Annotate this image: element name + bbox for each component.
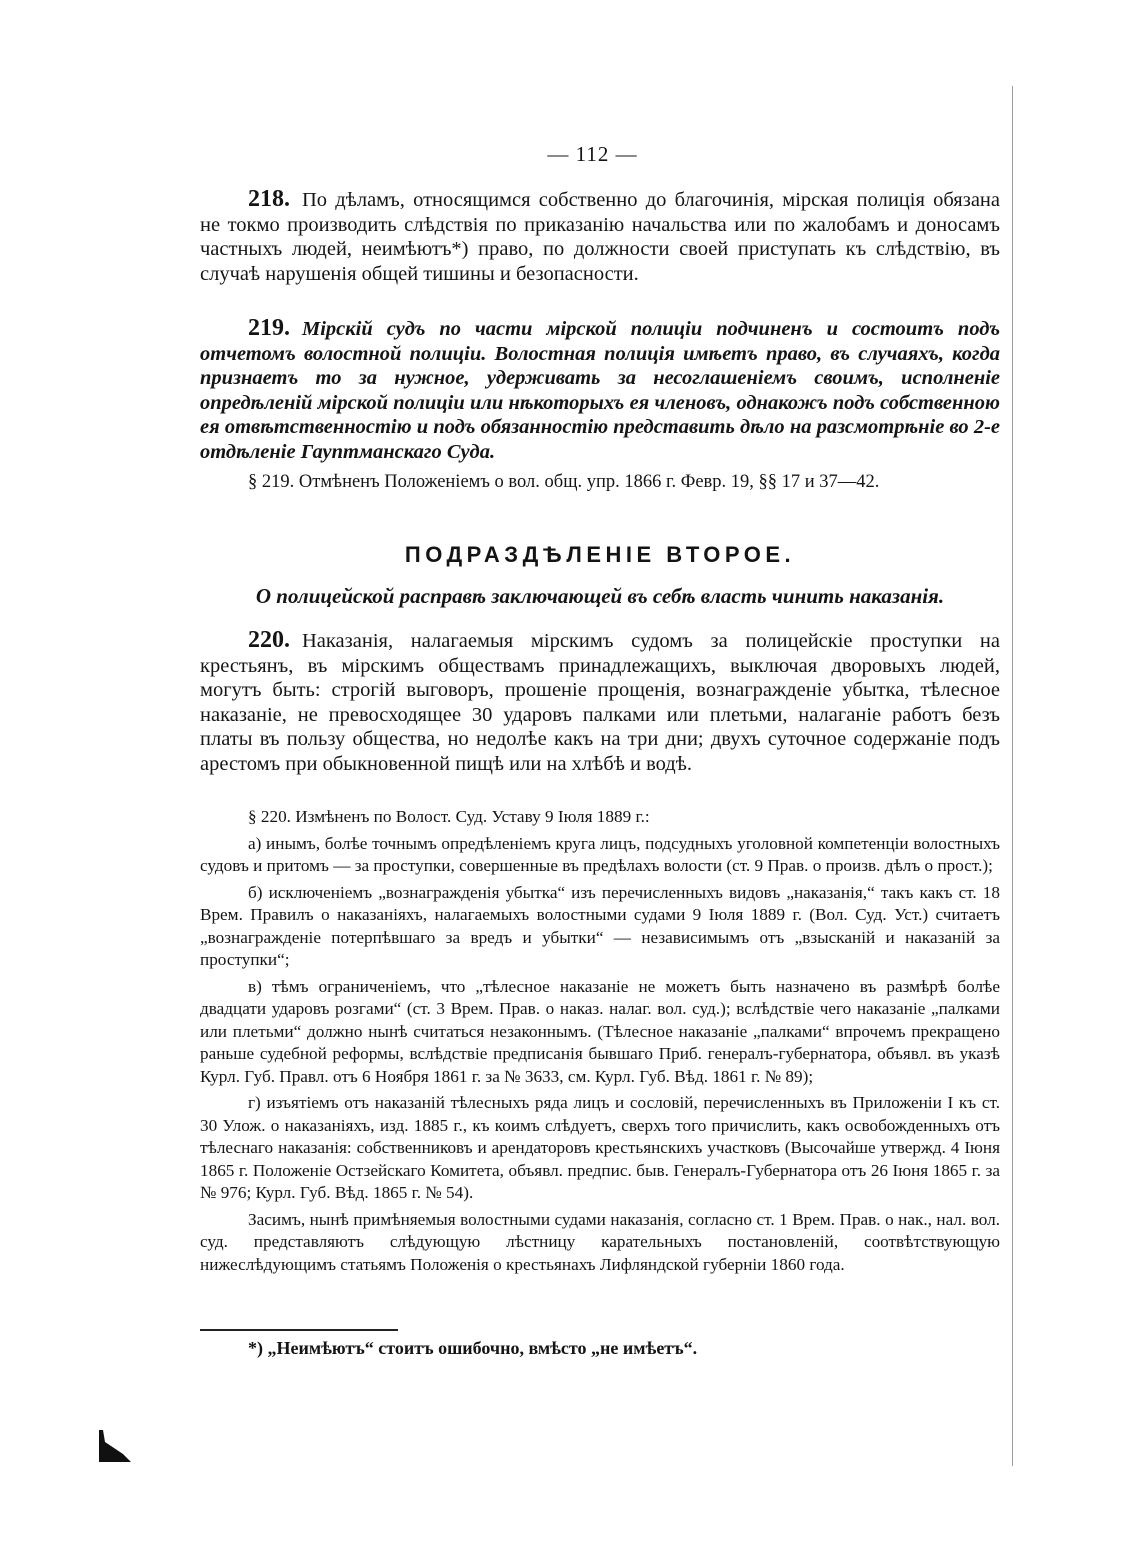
- page-number: — 112 —: [547, 142, 638, 166]
- note-heading: § 220. Измѣненъ по Волост. Суд. Уставу 9 Іюля 1889 г.:: [248, 807, 650, 826]
- page-edge-rule: [1012, 86, 1013, 1466]
- note-paragraph-b: б) исключеніемъ „вознагражденія убытка“ изъ перечисленныхъ видовъ „наказанія,“ такъ какъ ст. 18 Врем. Правилъ о наказаніяхъ, налагаемыхъ волостными судами 9 Іюля 1889 г. (Вол. Суд. Уст.) считаетъ „вознагражденіе потерпѣвшаго за вредъ и убытки“ — независимымъ отъ „взысканій и наказаній за проступки“;: [200, 882, 1000, 969]
- note-paragraph-v: в) тѣмъ ограниченіемъ, что „тѣлесное наказаніе не можетъ быть назначено въ размѣрѣ болѣе двадцати ударовъ розгами“ (ст. 3 Врем. Прав. о наказ. налаг. вол. суд.); вслѣдствіе чего наказаніе „палками или плетьми“ должно нынѣ считаться незаконнымъ. (Тѣлесное наказаніе „палками“ впрочемъ прекращено раньше судебной реформы, вслѣдствіе предписанія бывшаго Приб. генералъ-губернатора, объявл. въ указѣ Курл. Губ. Правл. отъ 6 Ноября 1861 г. за № 3633, см. Курл. Губ. Вѣд. 1861 г. № 89);: [200, 976, 1000, 1086]
- scan-corner-mark: [97, 1428, 133, 1464]
- section-title: ПОДРАЗДѢЛЕНІЕ ВТОРОЕ.: [404, 542, 796, 567]
- note-paragraph-conclusion: Засимъ, нынѣ примѣняемыя волостными судами наказанія, согласно ст. 1 Врем. Прав. о нак., нал. вол. суд. представляютъ слѣдующую лѣстницу карательныхъ постановленій, соотвѣтствующую нижеслѣдующимъ статьямъ Положенія о крестьянахъ Лифляндской губерніи 1860 года.: [200, 1209, 1000, 1274]
- note-paragraph-a: а) инымъ, болѣе точнымъ опредѣленіемъ круга лицъ, подсудныхъ уголовной компетенціи волостныхъ судовъ и притомъ — за проступки, совершенные въ предѣлахъ волости (ст. 9 Прав. о произв. дѣлъ о прост.);: [200, 833, 1000, 875]
- article-220: [200, 628, 1000, 777]
- article-text: Мірскій судъ по части мірской полиціи подчиненъ и состоитъ подъ отчетомъ волостной полиціи. Волостная полиція имѣетъ право, въ случаяхъ, когда признаетъ то за нужное, удерживать за несоглашеніемъ своимъ, исполненіе опредѣленій мірской полиціи или нѣкоторыхъ ея членовъ, однакожъ подъ собственною ея отвѣтственностію и подъ обязанностію представить дѣло на разсмотрѣніе во 2-е отдѣленіе Гауптманскаго Суда.: [200, 318, 1000, 463]
- article-text: По дѣламъ, относящимся собственно до благочинія, мірская полиція обязана не токмо производить слѣдствія по приказанію начальства или по жалобамъ и доносамъ частныхъ людей, неимѣютъ*) право, по должности своей приступать къ слѣдствію, въ случаѣ нарушенія общей тишины и безопасности.: [200, 189, 1000, 285]
- article-220-notes: [200, 806, 1000, 1280]
- article-219: [200, 316, 1000, 465]
- article-text: Наказанія, налагаемыя мірскимъ судомъ за полицейскіе проступки на крестьянъ, въ мірскимъ обществамъ принадлежащихъ, выключая дворовыхъ людей, могутъ быть: строгій выговоръ, прошеніе прощенія, вознагражденіе убытка, тѣлесное наказаніе, не превосходящее 30 ударовъ палками или плетьми, налаганіе работъ безъ платы въ пользу общества, но недолѣе какъ на три дни; двухъ суточное содержаніе подъ арестомъ при обыкновенной пищѣ или на хлѣбѣ и водѣ.: [200, 630, 1000, 775]
- article-number: 219.: [248, 315, 290, 341]
- note-paragraph-g: г) изъятіемъ отъ наказаній тѣлесныхъ ряда лицъ и сословій, перечисленныхъ въ Приложеніи I къ ст. 30 Улож. о наказаніяхъ, изд. 1885 г., къ коимъ слѣдуетъ, сверхъ того причислить, какъ освобожденныхъ отъ тѣлеснаго наказанія: собственниковъ и арендаторовъ крестьянскихъ участковъ (Высочайше утвержд. 4 Іюня 1865 г. Положеніе Остзейскаго Комитета, объявл. предпис. быв. Генералъ-Губернатора отъ 26 Іюня 1865 г. за № 976; Курл. Губ. Вѣд. 1865 г. № 54).: [200, 1093, 1000, 1202]
- footnote: *) „Неимѣютъ“ стоитъ ошибочно, вмѣсто „не имѣетъ“.: [248, 1338, 698, 1358]
- article-number: 218.: [248, 186, 290, 212]
- article-number: 220.: [248, 627, 290, 653]
- article-219-note: § 219. Отмѣненъ Положеніемъ о вол. общ. упр. 1866 г. Февр. 19, §§ 17 и 37—42.: [248, 472, 880, 492]
- section-subtitle: О полицейской расправѣ заключающей въ себѣ власть чинить наказанія.: [255, 584, 945, 608]
- footnote-divider: [200, 1329, 398, 1331]
- article-218: [200, 187, 1000, 286]
